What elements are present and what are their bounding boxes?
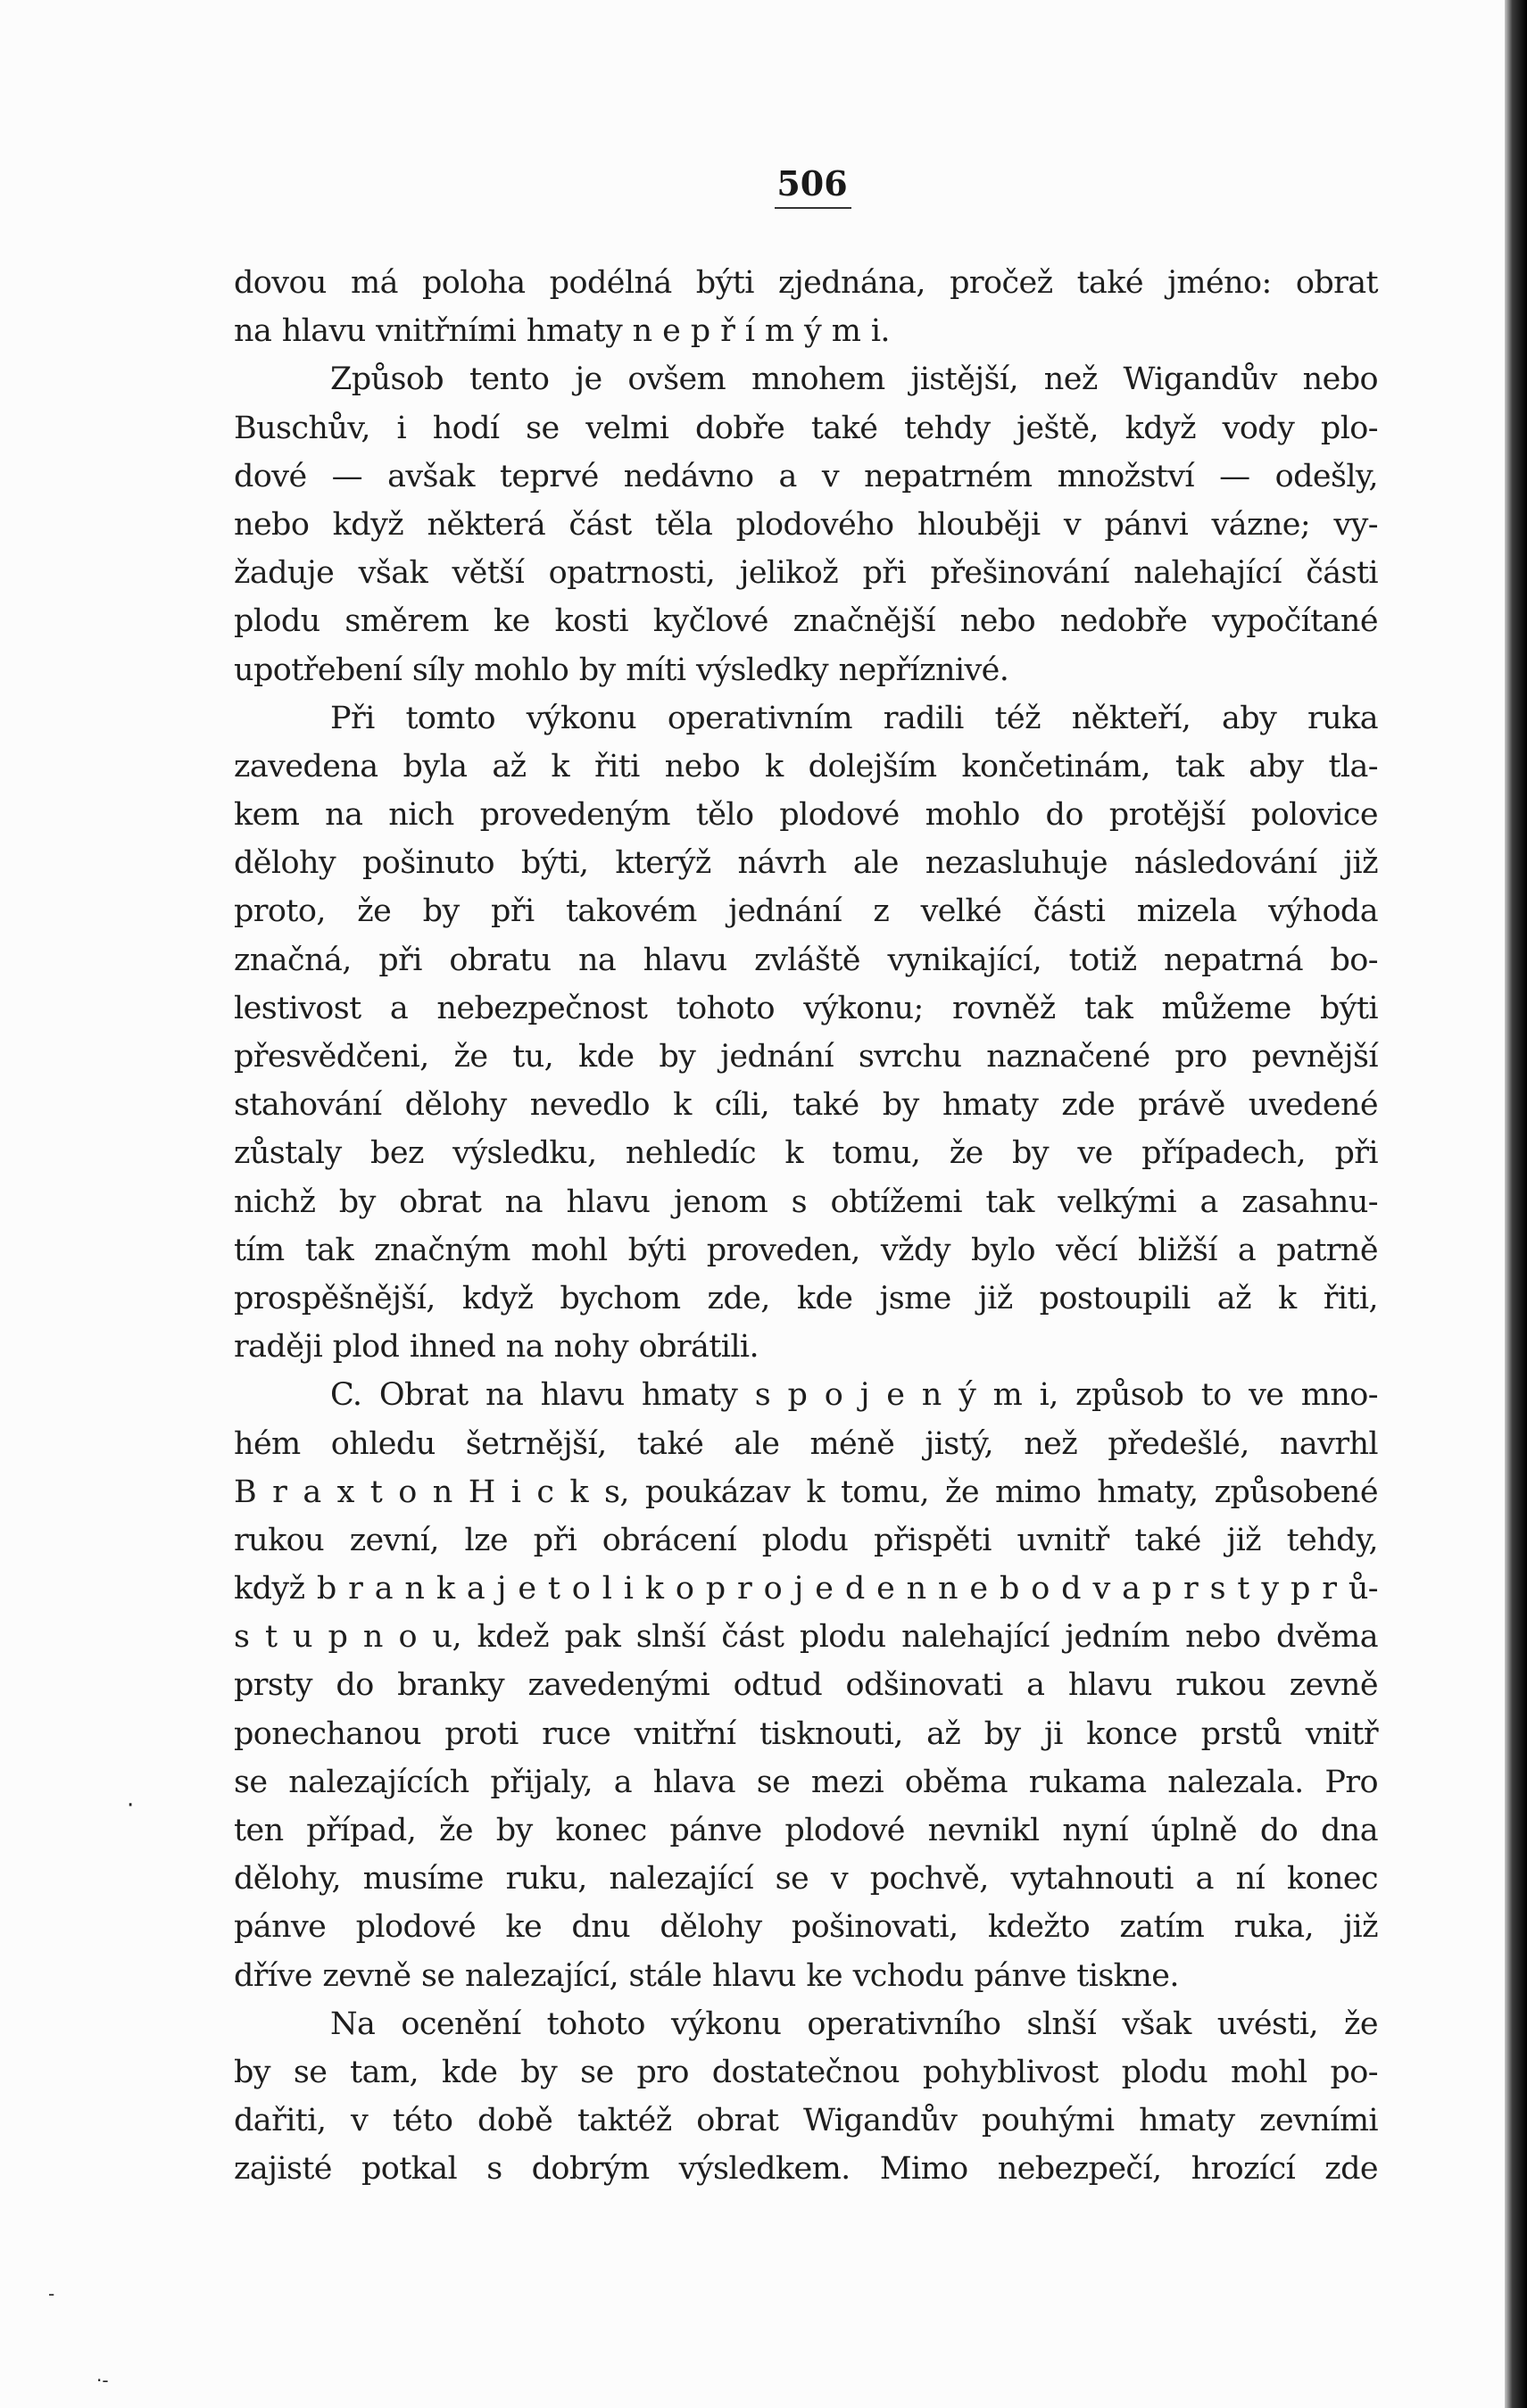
margin-mark: - <box>48 2283 55 2304</box>
text-line: dříve zevně se nalezající, stále hlavu ke vchodu pánve tiskne. <box>234 1957 1179 1994</box>
text-line: Buschův, i hodí se velmi dobře také tehdy ještě, když vody plo- <box>234 410 1378 446</box>
text-line: hém ohledu šetrnější, také ale méně jistý, než předešlé, navrhl <box>234 1425 1378 1462</box>
text-line: C. Obrat na hlavu hmaty s p o j e n ý m i, způsob to ve mno- <box>330 1377 1378 1414</box>
text-line: plodu směrem ke kosti kyčlové značnější nebo nedobře vypočítané <box>234 603 1378 640</box>
text-line: B r a x t o n H i c k s, poukázav k tomu, že mimo hmaty, způsobené <box>234 1474 1378 1510</box>
text-line: zůstaly bez výsledku, nehledíc k tomu, že by ve případech, při <box>234 1135 1378 1172</box>
text-line: Způsob tento je ovšem mnohem jistější, než Wigandův nebo <box>330 361 1378 398</box>
body-text <box>234 259 1378 2194</box>
text-line: tím tak značným mohl býti proveden, vždy bylo věcí bližší a patrně <box>234 1232 1378 1268</box>
text-line: dařiti, v této době taktéž obrat Wigandův pouhými hmaty zevními <box>234 2103 1378 2139</box>
margin-mark: ·- <box>96 2370 109 2391</box>
text-line: když b r a n k a j e t o l i k o p r o j e d e n n e b o d v a p r s t y p r ů- <box>234 1571 1378 1607</box>
text-line: stahování dělohy nevedlo k cíli, také by hmaty zde právě uvedené <box>234 1087 1378 1124</box>
text-line: dělohy, musíme ruku, nalezající se v pochvě, vytahnouti a ní konec <box>234 1861 1378 1897</box>
text-line: nebo když některá část těla plodového hlouběji v pánvi vázne; vy- <box>234 506 1378 543</box>
page-number: 506 <box>776 163 848 203</box>
text-line: zajisté potkal s dobrým výsledkem. Mimo nebezpečí, hrozící zde <box>234 2151 1378 2188</box>
text-line: kem na nich provedeným tělo plodové mohlo do protější polovice <box>234 797 1378 834</box>
text-line: přesvědčeni, že tu, kde by jednání svrchu naznačené pro pevnější <box>234 1039 1378 1075</box>
text-line: nichž by obrat na hlavu jenom s obtížemi tak velkými a zasahnu- <box>234 1183 1378 1220</box>
text-line: dělohy pošinuto býti, kterýž návrh ale nezasluhuje následování již <box>234 845 1378 882</box>
text-line: rukou zevní, lze při obrácení plodu přispěti uvnitř také již tehdy, <box>234 1522 1378 1558</box>
text-line: Při tomto výkonu operativním radili též někteří, aby ruka <box>330 700 1378 736</box>
text-line: dové — avšak teprvé nedávno a v nepatrném množství — odešly, <box>234 458 1378 494</box>
page-number-rule <box>775 207 851 209</box>
text-line: se nalezajících přijaly, a hlava se mezi oběma rukama nalezala. Pro <box>234 1764 1378 1800</box>
text-line: ponechanou proti ruce vnitřní tisknouti, až by ji konce prstů vnitř <box>234 1715 1378 1752</box>
text-line: Na ocenění tohoto výkonu operativního slnší však uvésti, že <box>330 2005 1378 2042</box>
text-line: pánve plodové ke dnu dělohy pošinovati, kdežto zatím ruka, již <box>234 1909 1378 1946</box>
text-line: proto, že by při takovém jednání z velké části mizela výhoda <box>234 893 1378 930</box>
text-line: ten případ, že by konec pánve plodové nevnikl nyní úplně do dna <box>234 1813 1378 1848</box>
text-line: žaduje však větší opatrnosti, jelikož při přešinování nalehající části <box>234 555 1378 592</box>
margin-dot: · <box>127 1792 135 1819</box>
text-line: by se tam, kde by se pro dostatečnou pohyblivost plodu mohl po- <box>234 2054 1378 2090</box>
text-line: lestivost a nebezpečnost tohoto výkonu; rovněž tak můžeme býti <box>234 990 1378 1026</box>
text-line: zavedena byla až k řiti nebo k dolejším končetinám, tak aby tla- <box>234 748 1378 785</box>
text-line: značná, při obratu na hlavu zvláště vynikající, totiž nepatrná bo- <box>234 942 1378 978</box>
text-line: dovou má poloha podélná býti zjednána, pročež také jméno: obrat <box>234 265 1378 301</box>
text-line: raději plod ihned na nohy obrátili. <box>234 1329 759 1366</box>
text-line: na hlavu vnitřními hmaty n e p ř í m ý m i. <box>234 313 890 350</box>
text-line: prsty do branky zavedenými odtud odšinovati a hlavu rukou zevně <box>234 1667 1378 1704</box>
page-edge-shadow <box>1505 0 1527 2408</box>
text-line: prospěšnější, když bychom zde, kde jsme již postoupili až k řiti, <box>234 1280 1378 1316</box>
text-line: upotřebení síly mohlo by míti výsledky nepříznivé. <box>234 652 1009 688</box>
text-line: s t u p n o u, kdež pak slnší část plodu nalehající jedním nebo dvěma <box>234 1619 1378 1656</box>
